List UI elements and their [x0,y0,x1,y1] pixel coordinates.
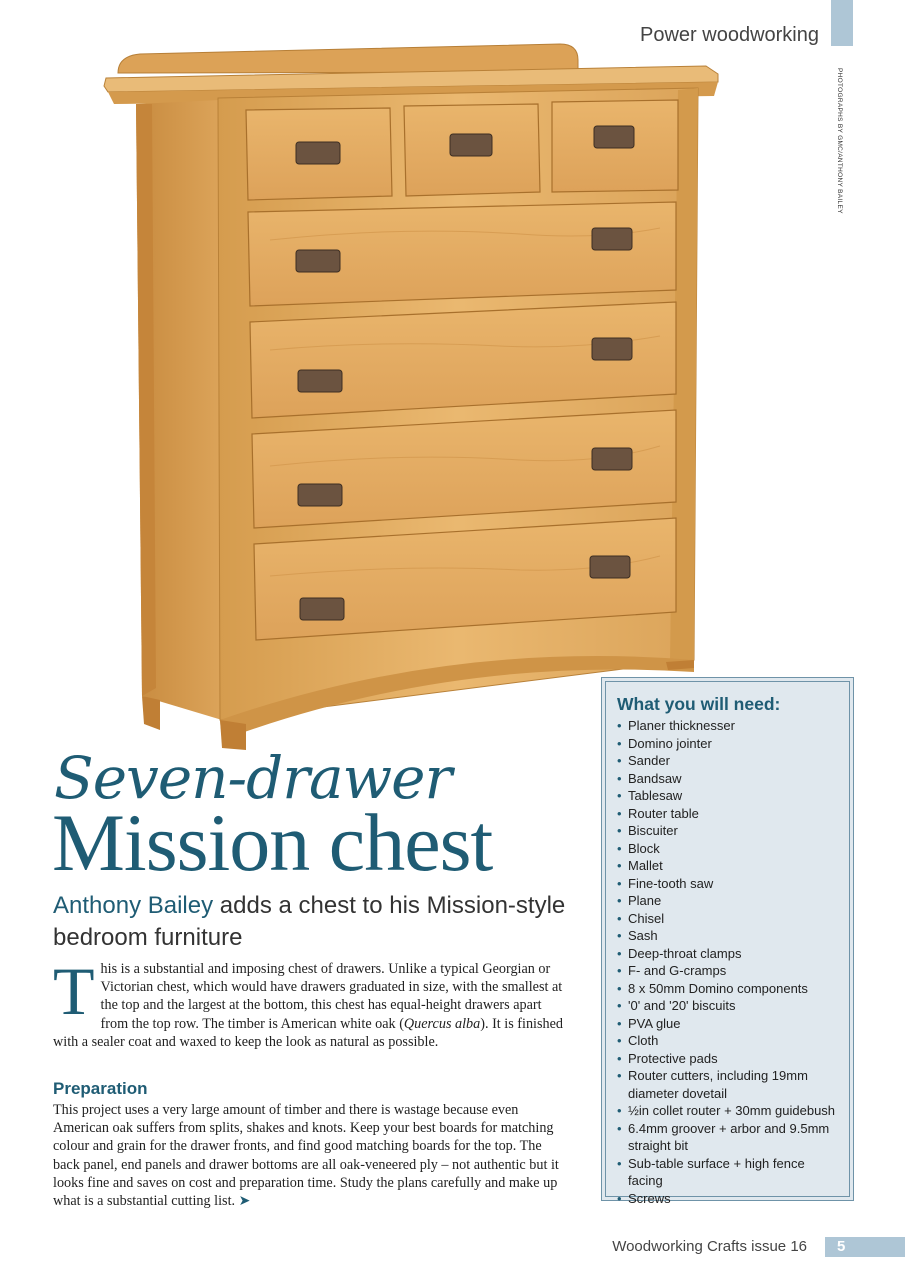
list-item: • Sub-table surface + high fence facing [617,1155,841,1190]
title-main: Mission chest [52,797,493,888]
needs-list [617,717,841,1207]
section-label: Power woodworking [640,24,819,46]
publication-footer: Woodworking Crafts issue 16 [612,1238,807,1255]
photo-credit: PHOTOGRAPHS BY GMC/ANTHONY BAILEY [836,68,843,214]
list-item: • Plane [617,892,841,910]
what-you-will-need-inner [605,681,850,1206]
preparation-paragraph [53,1101,568,1210]
list-item: • F- and G-cramps [617,962,841,980]
list-item: • 6.4mm groover + arbor and 9.5mm straight bit [617,1120,841,1155]
list-item: • Router cutters, including 19mm diameter dovetail [617,1067,841,1102]
list-item: • Chisel [617,910,841,928]
list-item: • Mallet [617,857,841,875]
list-item: • Sash [617,927,841,945]
title-script: Seven-drawer [54,744,452,812]
continue-arrow-icon: ➤ [238,1193,251,1210]
list-item: • Tablesaw [617,787,841,805]
standfirst-text: adds a chest to his Mission-style bedroom furniture [53,892,566,951]
standfirst [53,890,573,954]
page-number: 5 [825,1237,905,1257]
intro-text-2: ). It is finished with a sealer coat and waxed to keep the look as natural as possible. [53,1015,563,1050]
what-you-will-need-box [601,677,854,1206]
intro-latin-name: Quercus alba [403,1015,481,1032]
list-item: • Router table [617,805,841,823]
intro-paragraph [53,953,563,1051]
list-item: • Planer thicknesser [617,717,841,735]
header-corner-tab [831,0,853,46]
list-item: • Biscuiter [617,822,841,840]
list-item: • 8 x 50mm Domino components [617,980,841,998]
chest-photo [100,40,725,755]
standfirst-author: Anthony Bailey [53,892,214,919]
list-item: • Protective pads [617,1050,841,1068]
list-item: • Block [617,840,841,858]
list-item: • Bandsaw [617,770,841,788]
list-item: • PVA glue [617,1015,841,1033]
list-item: • Cloth [617,1032,841,1050]
list-item: • Fine-tooth saw [617,875,841,893]
intro-text-1: his is a substantial and imposing chest of drawers. Unlike a typical Georgian or Victorian chest, which would have drawers graduated in size, with the smallest at the top and the largest at the bottom, this chest has equal-height drawers apart from the top row. The timber is American white oak ( [100,961,563,1032]
preparation-text: This project uses a very large amount of timber and there is wastage because even American oak suffers from splits, shakes and knots. Keep your best boards for matching colour and grain for the drawer fronts, and find good matching boards for the top. The back panel, end panels and drawer bottoms are all oak-veneered ply – not authentic but it looks fine and saves on cost and preparation time. Study the plans carefully and make up what is a substantial cutting list. [53,1102,559,1210]
list-item: • Sander [617,752,841,770]
list-item: • ½in collet router + 30mm guidebush [617,1102,841,1120]
list-item: • '0' and '20' biscuits [617,997,841,1015]
list-item: • Deep-throat clamps [617,945,841,963]
needs-title: What you will need: [617,694,781,714]
list-item: • Domino jointer [617,735,841,753]
preparation-heading: Preparation [53,1079,148,1098]
list-item: • Screws [617,1190,841,1208]
drop-cap: T [53,953,95,1029]
